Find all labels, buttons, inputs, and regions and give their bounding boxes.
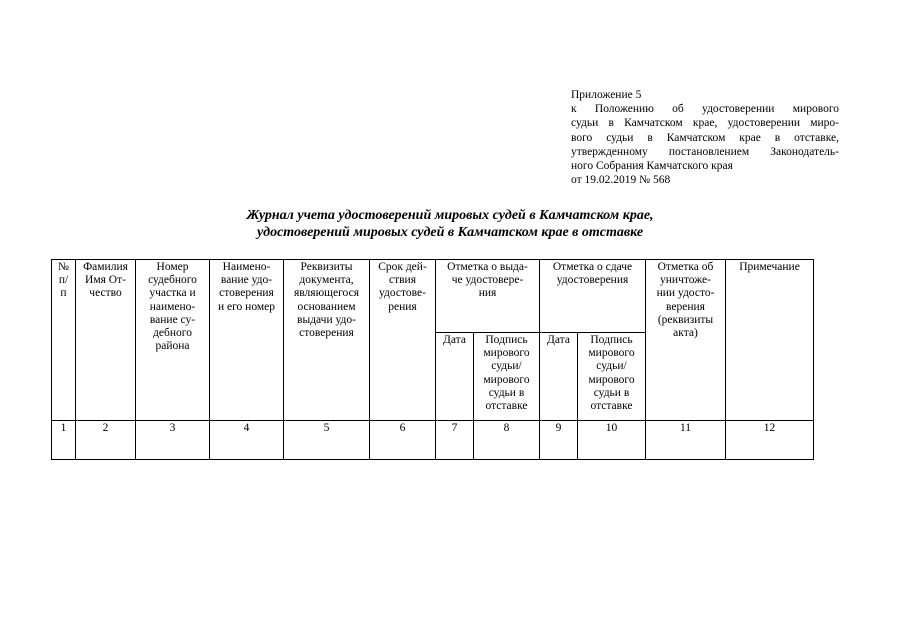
header-cell-document-details: Реквизиты документа, являющегося основанием выдачи удо- стоверения [284,260,370,421]
appendix-line-7: от 19.02.2019 № 568 [571,174,671,187]
appendix-line-1: Приложение 5 [571,89,642,101]
column-number-cell: 9 [540,421,578,460]
appendix-block [571,88,839,187]
column-number-cell: 2 [76,421,136,460]
header-cell-number: № п/ п [52,260,76,421]
subheader-cell-return-date: Дата [540,333,578,421]
column-number-row [52,421,814,460]
column-number-cell: 10 [578,421,646,460]
header-cell-validity-period: Срок дей- ствия удостове- рения [370,260,436,421]
column-number-cell: 3 [136,421,210,460]
header-cell-return-mark: Отметка о сдаче удостоверения [540,260,646,333]
appendix-line-2: к Положению об удостоверении мирового [571,103,839,116]
appendix-line-4: вого судьи в Камчатском крае в отставке, [571,131,839,144]
header-row [52,260,814,333]
header-cell-destruction-mark: Отметка об уничтоже- нии удосто- верения (реквизиты акта) [646,260,726,421]
appendix-line-6: ного Собрания Камчатского края [571,160,733,173]
column-number-cell: 5 [284,421,370,460]
appendix-line-5: утвержденному постановлением Законодатель- [571,145,839,158]
title-line-1: Журнал учета удостоверений мировых судей в Камчатском крае, [246,208,654,223]
header-cell-court-district: Номер судебного участка и наимено- вание су- дебного района [136,260,210,421]
column-number-cell: 12 [726,421,814,460]
document-title [170,207,730,241]
column-number-cell: 6 [370,421,436,460]
journal-table [51,259,814,460]
header-cell-note: Примечание [726,260,814,421]
header-cell-full-name: Фамилия Имя От- чество [76,260,136,421]
column-number-cell: 7 [436,421,474,460]
subheader-cell-return-signature: Подпись мирового судьи/ мирового судьи в отставке [578,333,646,421]
column-number-cell: 4 [210,421,284,460]
subheader-cell-issue-signature: Подпись мирового судьи/ мирового судьи в отставке [474,333,540,421]
column-number-cell: 1 [52,421,76,460]
title-line-2: удостоверений мировых судей в Камчатском крае в отставке [256,225,644,240]
header-cell-issue-mark: Отметка о выда- че удостовере- ния [436,260,540,333]
header-cell-certificate-name: Наимено- вание удо- стоверения и его номер [210,260,284,421]
column-number-cell: 11 [646,421,726,460]
appendix-line-3: судьи в Камчатском крае, удостоверении миро- [571,117,839,130]
subheader-cell-issue-date: Дата [436,333,474,421]
column-number-cell: 8 [474,421,540,460]
